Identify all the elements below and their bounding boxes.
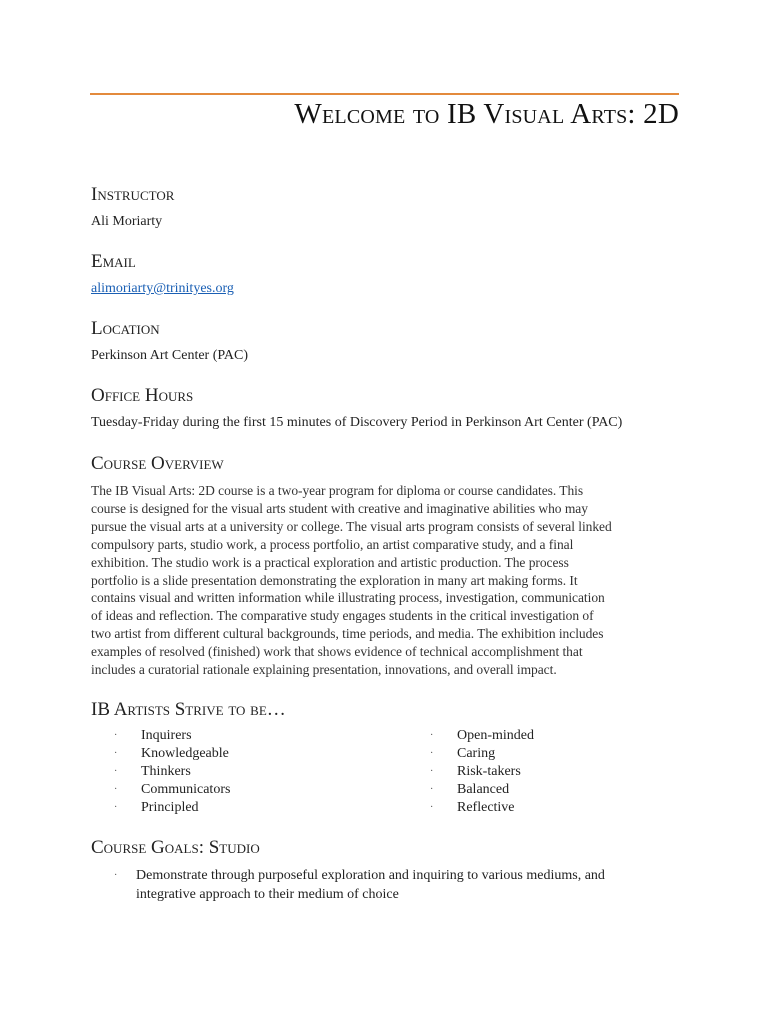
instructor-name: Ali Moriarty	[91, 214, 163, 229]
bullet-icon: ·	[114, 783, 118, 795]
list-item-label: Thinkers	[141, 763, 191, 779]
goal-line: Demonstrate through purposeful exploration and inquiring to various mediums, and	[136, 868, 605, 883]
list-item	[114, 866, 605, 904]
list-item-label: Open-minded	[457, 728, 534, 743]
overview-line: The IB Visual Arts: 2D course is a two-year program for diploma or course candidates. This	[91, 483, 584, 498]
strive-heading: IB Artists Strive to be…	[91, 699, 286, 720]
overview-line: compulsory parts, studio work, a process portfolio, an artist comparative study, and a final	[91, 536, 574, 552]
list-item-label: Inquirers	[141, 728, 192, 743]
list-item-label: Principled	[141, 799, 199, 815]
bullet-icon: ·	[430, 801, 434, 813]
course-overview-heading: Course Overview	[91, 453, 224, 474]
email-heading: Email	[91, 251, 136, 272]
list-item-label: Reflective	[457, 799, 515, 815]
overview-line: course is designed for the visual arts student with creative and imaginative abilities who may	[91, 500, 588, 516]
overview-line: two artist from different cultural backgrounds, time periods, and media. The exhibition includes	[91, 626, 604, 642]
goal-line: integrative approach to their medium of choice	[136, 887, 399, 902]
header-rule	[90, 93, 679, 95]
overview-line: pursue the visual arts at a university or college. The visual arts program consists of several linked	[91, 518, 612, 534]
location-value: Perkinson Art Center (PAC)	[91, 348, 248, 363]
overview-line: contains visual and written information while illustrating process, investigation, communication	[91, 590, 605, 606]
list-item-label: Risk-takers	[457, 763, 521, 779]
list-item-label: Caring	[457, 745, 496, 761]
list-item	[114, 745, 230, 763]
bullet-icon: ·	[430, 730, 434, 741]
list-item	[430, 781, 534, 799]
bullet-icon: ·	[430, 747, 434, 759]
list-item-label: Communicators	[141, 781, 231, 797]
bullet-icon: ·	[114, 801, 118, 813]
overview-line: portfolio is a slide presentation demonstrating the exploration in many art making forms. It	[91, 572, 578, 588]
bullet-icon: ·	[114, 870, 118, 881]
office-hours-heading: Office Hours	[91, 385, 194, 406]
bullet-icon: ·	[430, 765, 434, 777]
overview-line: of ideas and reflection. The comparative study engages students in the critical investigation of	[91, 608, 594, 624]
strive-list-left	[114, 727, 230, 817]
course-goals-heading: Course Goals: Studio	[91, 837, 260, 858]
location-heading: Location	[91, 318, 160, 339]
list-item	[430, 763, 534, 781]
list-item-label: Knowledgeable	[141, 745, 229, 761]
overview-line: examples of resolved (finished) work that shows evidence of technical accomplishment that	[91, 644, 583, 660]
course-overview-text	[91, 482, 691, 679]
office-hours-value: Tuesday-Friday during the first 15 minutes of Discovery Period in Perkinson Art Center (PAC)	[91, 415, 623, 430]
strive-list-right	[430, 727, 534, 817]
instructor-heading: Instructor	[91, 184, 175, 205]
course-goals-list	[114, 866, 605, 904]
overview-line: includes a curatorial rationale explaining presentation, innovations, and overall impact.	[91, 662, 557, 678]
list-item	[430, 745, 534, 763]
list-item	[430, 727, 534, 745]
bullet-icon: ·	[114, 747, 118, 759]
page-title: Welcome to IB Visual Arts: 2D	[294, 98, 679, 130]
email-link[interactable]: alimoriarty@trinityes.org	[91, 281, 234, 296]
list-item	[114, 763, 230, 781]
list-item	[114, 799, 230, 817]
list-item	[430, 799, 534, 817]
bullet-icon: ·	[430, 783, 434, 795]
email-line	[91, 281, 234, 297]
bullet-icon: ·	[114, 765, 118, 777]
list-item-label: Balanced	[457, 781, 510, 797]
overview-line: exhibition. The studio work is a practical exploration and artistic production. The process	[91, 554, 569, 570]
bullet-icon: ·	[114, 730, 118, 741]
list-item	[114, 781, 230, 799]
list-item	[114, 727, 230, 745]
